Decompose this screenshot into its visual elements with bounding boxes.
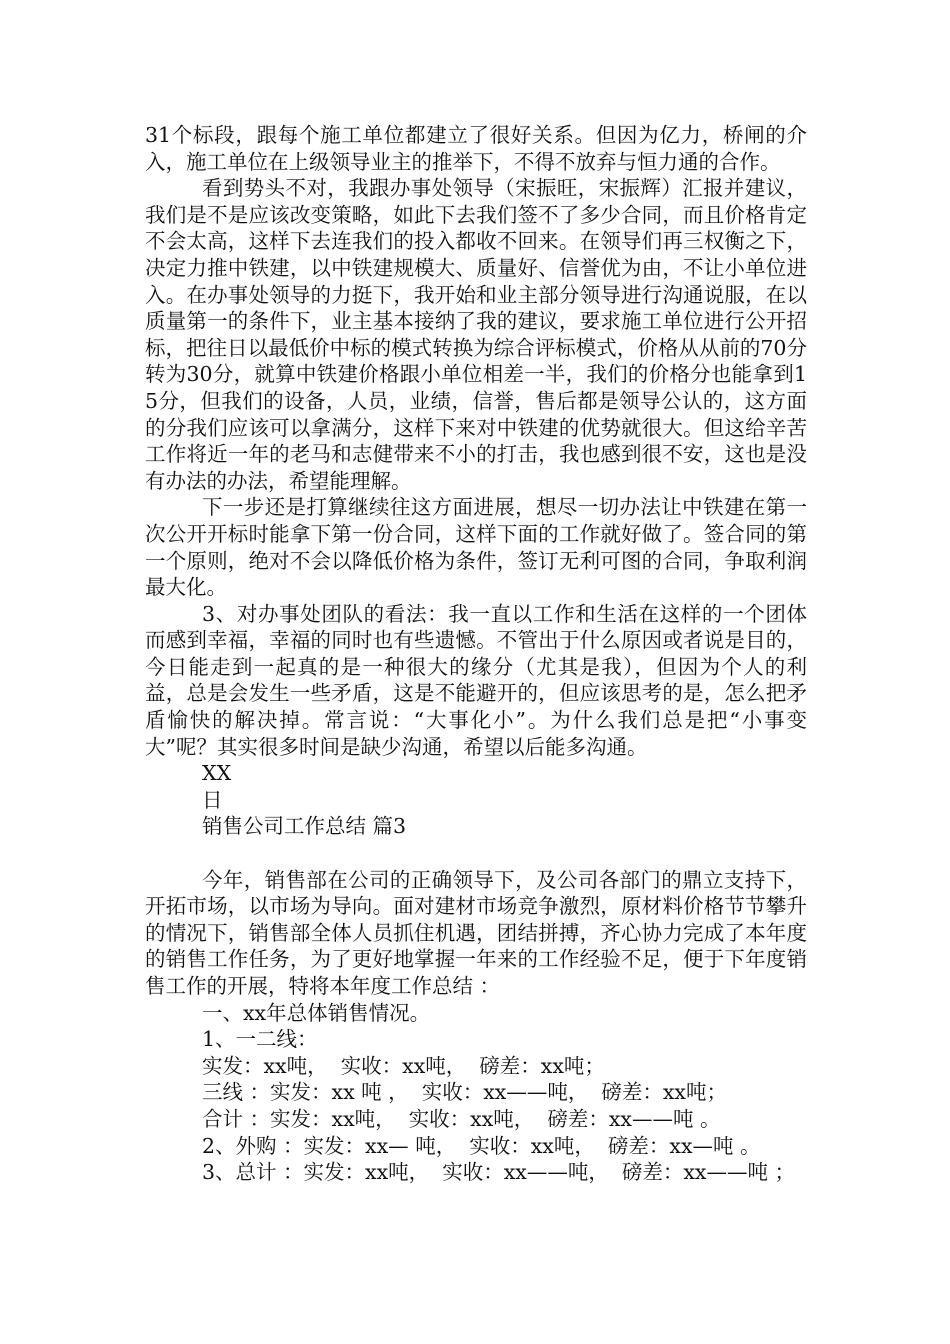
sales-line-1-heading: 1、一二线： — [202, 1027, 318, 1052]
sales-outsourced-figures: 2、外购 ：实发：xx— 吨， 实收：xx吨， 磅差：xx—吨 。 — [202, 1133, 761, 1158]
blank-line — [145, 840, 807, 867]
sales-line-1-figures: 实发：xx吨， 实收：xx吨， 磅差：xx吨； — [202, 1053, 605, 1078]
signature-name: XX — [202, 761, 232, 786]
sales-subtotal-figures: 合计 ：实发：xx吨， 实收：xx吨， 磅差：xx——吨 。 — [202, 1106, 721, 1131]
section-title: 销售公司工作总结 篇3 — [202, 814, 407, 839]
paragraph-sales-intro: 今年，销售部在公司的正确领导下，及公司各部门的鼎立支持下，开拓市场，以市场为导向。面对建材市场竞争激烈，原材料价格节节攀升的情况下，销售部全体人员抓住机遇，团结拼搏，齐心协力完成了本年度的销售工作任务，为了更好地掌握一年来的工作经验不足，便于下年度销售工作的开展，特将本年度工作总结 ： — [145, 867, 807, 998]
paragraph-team-view: 3、对办事处团队的看法：我一直以工作和生活在这样的一个团体而感到幸福，幸福的同时也有些遗憾。不管出于什么原因或者说是目的，今日能走到一起真的是一种很大的缘分（尤其是我），但因为个人的利益，总是会发生一些矛盾，这是不能避开的，但应该思考的是，怎么把矛盾愉快的解决掉。常言说：“大事化小”。为什么我们总是把“小事变大”呢？其实很多时间是缺少沟通，希望以后能多沟通。 — [145, 601, 807, 759]
paragraph-strategy-change: 看到势头不对，我跟办事处领导（宋振旺，宋振辉）汇报并建议，我们是不是应该改变策略，如此下去我们签不了多少合同，而且价格肯定不会太高，这样下去连我们的投入都收不回来。在领导们再三权衡之下，决定力推中铁建，以中铁建规模大、质量好、信誉优为由，不让小单位进入。在办事处领导的力挺下，我开始和业主部分领导进行沟通说服，在以质量第一的条件下，业主基本接纳了我的建议，要求施工单位进行公开招标，把往日以最低价中标的模式转换为综合评标模式，价格从从前的70分转为30分，就算中铁建价格跟小单位相差一半，我们的价格分也能拿到15分，但我们的设备，人员，业绩，信誉，售后都是领导公认的，这方面的分我们应该可以拿满分，这样下来对中铁建的优势就很大。但这给辛苦工作将近一年的老马和志健带来不小的打击，我也感到很不安，这也是没有办法的办法，希望能理解。 — [145, 176, 807, 493]
paragraph-next-steps: 下一步还是打算继续往这方面进展，想尽一切办法让中铁建在第一次公开开标时能拿下第一份合同，这样下面的工作就好做了。签合同的第一个原则，绝对不会以降低价格为条件，签订无利可图的合同，争取利润最大化。 — [145, 495, 807, 600]
paragraph-contract-background: 31个标段，跟每个施工单位都建立了很好关系。但因为亿力，桥闸的介入，施工单位在上级领导业主的推举下，不得不放弃与恒力通的合作。 — [145, 123, 807, 174]
document-body — [145, 122, 807, 1186]
signature-date: 日 — [202, 787, 223, 812]
sales-total-figures: 3、总计 ：实发：xx吨， 实收：xx——吨， 磅差：xx——吨 ； — [202, 1160, 796, 1185]
sales-line-3-figures: 三线 ：实发：xx 吨 ， 实收：xx——吨， 磅差：xx吨； — [202, 1080, 727, 1105]
sales-overview-heading: 一、xx年总体销售情况。 — [202, 1000, 431, 1025]
